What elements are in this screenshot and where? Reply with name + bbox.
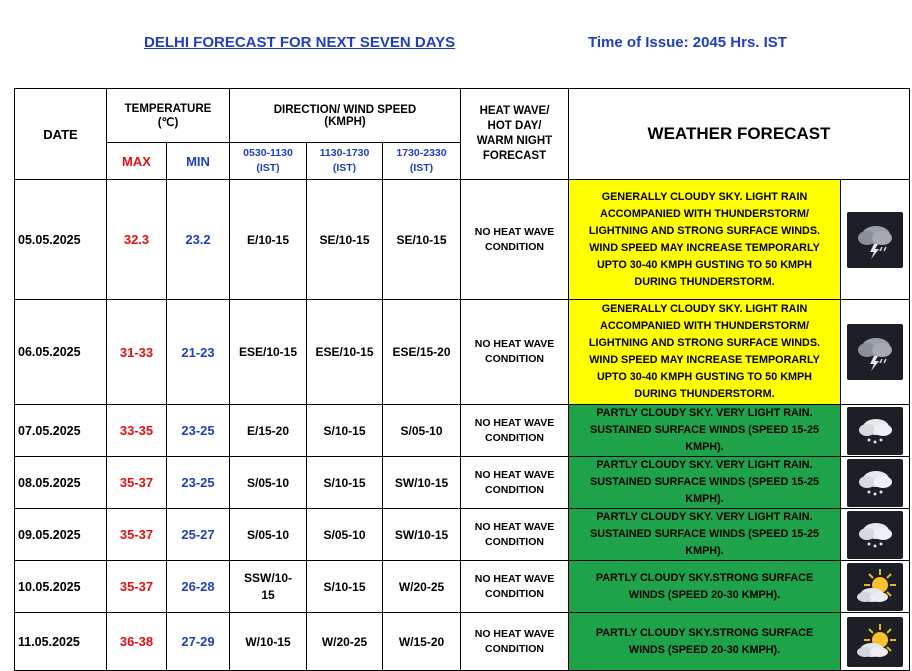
row-max: 35-37 [107, 457, 167, 509]
row-wind-3: W/20-25 [383, 561, 461, 613]
row-heatwave [461, 180, 569, 300]
forecast-line: SUSTAINED SURFACE WINDS (SPEED 15-25 [590, 528, 819, 540]
header-wind [230, 89, 461, 143]
partly-cloudy-sun-icon [847, 617, 903, 667]
heatwave-line: NO HEAT WAVE [474, 338, 555, 350]
heatwave-line: NO HEAT WAVE [474, 627, 555, 640]
partly-cloudy-sun-icon [847, 563, 903, 611]
row-max: 35-37 [107, 509, 167, 561]
header-weather-forecast: WEATHER FORECAST [569, 89, 910, 180]
row-icon-cell [841, 180, 910, 300]
row-wind-3: SW/10-15 [383, 457, 461, 509]
slot-unit: (IST) [332, 162, 357, 174]
heatwave-line: NO HEAT WAVE [474, 572, 555, 585]
row-forecast [569, 509, 841, 561]
row-icon-cell [841, 509, 910, 561]
forecast-line: SUSTAINED SURFACE WINDS (SPEED 15-25 [590, 476, 819, 488]
forecast-line: WIND SPEED MAY INCREASE TEMPORARLY [589, 354, 820, 366]
forecast-line: UPTO 30-40 KMPH GUSTING TO 50 KMPH [597, 258, 812, 271]
row-min: 25-27 [167, 509, 230, 561]
table-row [15, 405, 910, 457]
slot-unit: (IST) [256, 162, 280, 174]
row-wind-1: W/10-15 [230, 613, 307, 671]
forecast-line: PARTLY CLOUDY SKY. VERY LIGHT RAIN. [596, 459, 813, 471]
header-slot-2 [307, 143, 383, 180]
row-heatwave [461, 300, 569, 405]
row-wind-3: S/05-10 [383, 405, 461, 457]
row-date: 09.05.2025 [15, 509, 107, 561]
row-date: 08.05.2025 [15, 457, 107, 509]
forecast-line: KMPH). [685, 545, 724, 557]
row-wind-2: S/10-15 [307, 405, 383, 457]
wind-line: SSW/10- [243, 570, 292, 585]
row-min: 23.2 [167, 180, 230, 300]
forecast-table [14, 88, 910, 671]
header-heatwave-line: HEAT WAVE/ [479, 105, 550, 117]
forecast-line: GENERALLY CLOUDY SKY. LIGHT RAIN [601, 190, 808, 203]
table-row [15, 457, 910, 509]
row-min: 27-29 [167, 613, 230, 671]
page-title: DELHI FORECAST FOR NEXT SEVEN DAYS [144, 34, 456, 51]
row-heatwave [461, 509, 569, 561]
forecast-line: SUSTAINED SURFACE WINDS (SPEED 15-25 [590, 424, 819, 436]
row-wind-3: W/15-20 [383, 613, 461, 671]
row-date: 06.05.2025 [15, 300, 107, 405]
row-wind-1: S/05-10 [230, 509, 307, 561]
row-wind-2: S/10-15 [307, 457, 383, 509]
wind-line: 15 [261, 587, 275, 602]
row-forecast [569, 405, 841, 457]
light-rain-icon [847, 459, 903, 507]
row-min: 23-25 [167, 457, 230, 509]
forecast-line: KMPH). [685, 493, 724, 505]
header-temperature [107, 89, 230, 143]
header-max: MAX [107, 143, 167, 180]
table-row [15, 300, 910, 405]
light-rain-icon [847, 407, 903, 455]
row-max: 36-38 [107, 613, 167, 671]
table-row [15, 561, 910, 613]
forecast-line: PARTLY CLOUDY SKY.STRONG SURFACE [595, 626, 814, 639]
row-heatwave [461, 405, 569, 457]
header-heatwave [461, 89, 569, 180]
row-date: 05.05.2025 [15, 180, 107, 300]
row-wind-1: E/15-20 [230, 405, 307, 457]
header-min: MIN [167, 143, 230, 180]
header-wind-label: DIRECTION/ WIND SPEED [273, 103, 417, 116]
heatwave-line: NO HEAT WAVE [474, 416, 555, 429]
heatwave-line: CONDITION [485, 535, 544, 548]
header-temperature-label: TEMPERATURE [124, 102, 212, 115]
heatwave-line: NO HEAT WAVE [474, 520, 555, 533]
row-max: 33-35 [107, 405, 167, 457]
slot-unit: (IST) [409, 162, 434, 174]
table-row [15, 509, 910, 561]
thunderstorm-icon [847, 324, 903, 380]
forecast-line: KMPH). [685, 441, 724, 453]
row-heatwave [461, 561, 569, 613]
header-heatwave-line: WARM NIGHT [476, 135, 553, 147]
row-max: 32.3 [107, 180, 167, 300]
heatwave-line: CONDITION [485, 353, 544, 365]
row-wind-3: SE/10-15 [383, 180, 461, 300]
row-forecast [569, 561, 841, 613]
row-date: 07.05.2025 [15, 405, 107, 457]
row-min: 26-28 [167, 561, 230, 613]
issue-time: Time of Issue: 2045 Hrs. IST [588, 34, 787, 51]
forecast-line: DURING THUNDERSTORM. [634, 275, 775, 288]
header-heatwave-line: HOT DAY/ [487, 120, 542, 132]
row-wind-3: SW/10-15 [383, 509, 461, 561]
heatwave-line: CONDITION [485, 431, 544, 444]
header-heatwave-line: FORECAST [482, 150, 547, 162]
row-wind-2: W/20-25 [307, 613, 383, 671]
header-date: DATE [15, 89, 107, 180]
forecast-line: ACCOMPANIED WITH THUNDERSTORM/ [600, 320, 809, 332]
row-min: 23-25 [167, 405, 230, 457]
heatwave-line: NO HEAT WAVE [474, 468, 555, 481]
heatwave-line: NO HEAT WAVE [474, 225, 555, 238]
row-min: 21-23 [167, 300, 230, 405]
row-wind-2: ESE/10-15 [307, 300, 383, 405]
header-slot-1 [230, 143, 307, 180]
forecast-line: LIGHTNING AND STRONG SURFACE WINDS. [588, 337, 821, 349]
thunderstorm-icon [847, 212, 903, 268]
heatwave-line: CONDITION [485, 587, 544, 600]
table-row [15, 180, 910, 300]
row-date: 11.05.2025 [15, 613, 107, 671]
row-heatwave [461, 457, 569, 509]
forecast-line: PARTLY CLOUDY SKY. VERY LIGHT RAIN. [596, 511, 813, 523]
row-forecast [569, 457, 841, 509]
forecast-line: GENERALLY CLOUDY SKY. LIGHT RAIN [601, 303, 808, 315]
row-forecast [569, 180, 841, 300]
row-wind-1 [230, 561, 307, 613]
row-date: 10.05.2025 [15, 561, 107, 613]
row-icon-cell [841, 405, 910, 457]
row-wind-2: S/10-15 [307, 561, 383, 613]
slot-time: 0530-1130 [243, 147, 293, 159]
forecast-line: WINDS (SPEED 20-30 KMPH). [628, 643, 781, 656]
forecast-line: ACCOMPANIED WITH THUNDERSTORM/ [600, 207, 809, 220]
header-temperature-unit: (℃) [157, 116, 179, 129]
row-wind-1: ESE/10-15 [230, 300, 307, 405]
forecast-line: PARTLY CLOUDY SKY.STRONG SURFACE [595, 571, 814, 584]
light-rain-icon [847, 511, 903, 559]
row-forecast [569, 300, 841, 405]
header-slot-3 [383, 143, 461, 180]
slot-time: 1130-1730 [319, 147, 370, 159]
forecast-line: LIGHTNING AND STRONG SURFACE WINDS. [588, 224, 821, 237]
row-wind-3: ESE/15-20 [383, 300, 461, 405]
heatwave-line: CONDITION [485, 240, 544, 253]
row-wind-1: E/10-15 [230, 180, 307, 300]
heatwave-line: CONDITION [485, 483, 544, 496]
forecast-line: DURING THUNDERSTORM. [634, 388, 775, 400]
slot-time: 1730-2330 [396, 147, 447, 159]
row-max: 31-33 [107, 300, 167, 405]
forecast-line: WIND SPEED MAY INCREASE TEMPORARLY [589, 241, 820, 254]
row-wind-2: SE/10-15 [307, 180, 383, 300]
header-wind-unit: (KMPH) [324, 115, 366, 128]
row-wind-2: S/05-10 [307, 509, 383, 561]
forecast-line: PARTLY CLOUDY SKY. VERY LIGHT RAIN. [596, 407, 813, 419]
row-wind-1: S/05-10 [230, 457, 307, 509]
row-max: 35-37 [107, 561, 167, 613]
row-icon-cell [841, 300, 910, 405]
row-icon-cell [841, 457, 910, 509]
forecast-line: UPTO 30-40 KMPH GUSTING TO 50 KMPH [597, 371, 812, 383]
forecast-line: WINDS (SPEED 20-30 KMPH). [628, 588, 781, 601]
heatwave-line: CONDITION [485, 642, 544, 655]
row-icon-cell [841, 561, 910, 613]
